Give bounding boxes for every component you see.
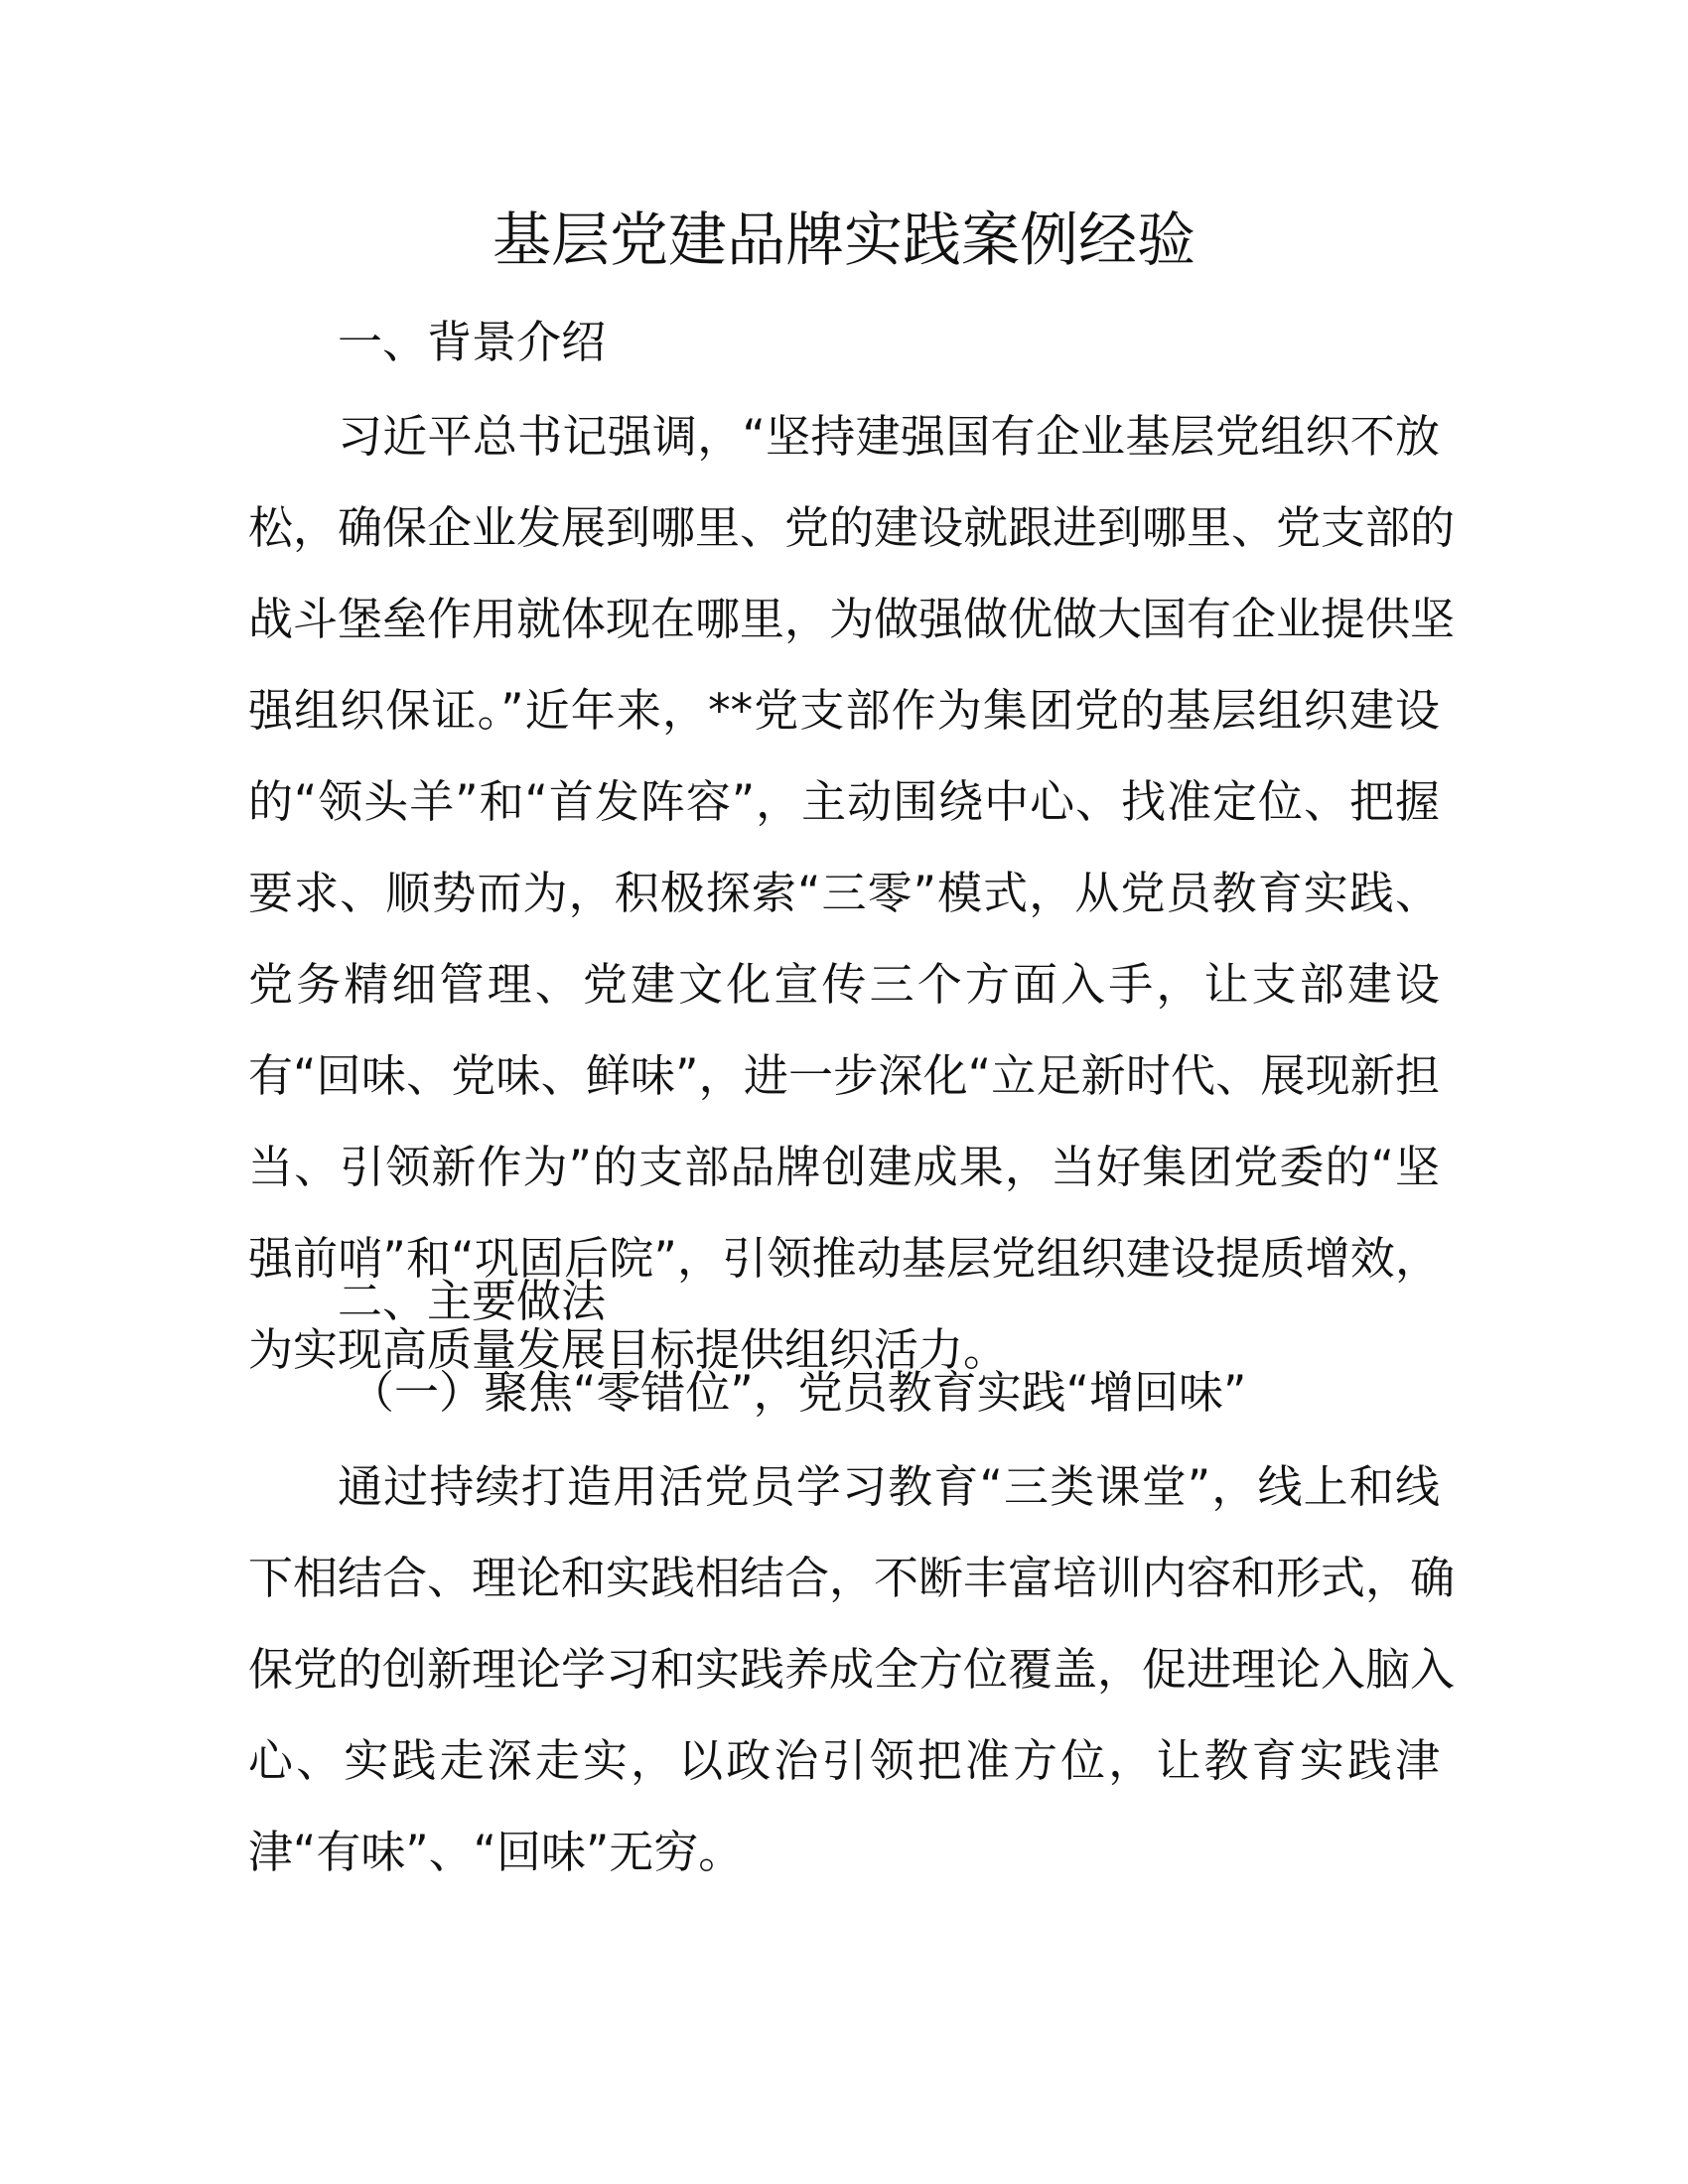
paragraph-line: 津“有味”、“回味”无穷。 xyxy=(248,1826,744,1878)
paragraph-methods xyxy=(248,1441,1456,1898)
paragraph-background xyxy=(248,391,1456,1396)
paragraph-line: 当、引领新作为”的支部品牌创建成果，当好集团党委的“坚 xyxy=(248,1141,1440,1193)
paragraph-line: 战斗堡垒作用就体现在哪里，为做强做优做大国有企业提供坚 xyxy=(248,593,1456,645)
paragraph-line: 松，确保企业发展到哪里、党的建设就跟进到哪里、党支部的 xyxy=(248,501,1456,554)
paragraph-line: 强组织保证。”近年来，**党支部作为集团党的基层组织建设 xyxy=(248,684,1440,737)
paragraph-line: 为实现高质量发展目标提供组织活力。 xyxy=(248,1323,1009,1376)
paragraph-line: 保党的创新理论学习和实践养成全方位覆盖，促进理论入脑入 xyxy=(248,1643,1456,1696)
paragraph-line: 的“领头羊”和“首发阵容”，主动围绕中心、找准定位、把握 xyxy=(248,775,1440,828)
paragraph-line: 通过持续打造用活党员学习教育“三类课堂”，线上和线 xyxy=(338,1460,1440,1513)
paragraph-line: 有“回味、党味、鲜味”，进一步深化“立足新时代、展现新担 xyxy=(248,1049,1440,1102)
paragraph-line: 习近平总书记强调，“坚持建强国有企业基层党组织不放 xyxy=(338,410,1440,463)
subsection-heading: （一）聚焦“零错位”，党员教育实践“增回味” xyxy=(350,1366,1247,1419)
paragraph-line: 党务精细管理、党建文化宣传三个方面入手，让支部建设 xyxy=(248,958,1440,1011)
paragraph-line: 下相结合、理论和实践相结合，不断丰富培训内容和形式，确 xyxy=(248,1552,1456,1604)
paragraph-line: 要求、顺势而为，积极探索“三零”模式，从党员教育实践、 xyxy=(248,867,1440,919)
section-heading-methods: 二、主要做法 xyxy=(338,1275,607,1327)
paragraph-line: 强前哨”和“巩固后院”，引领推动基层党组织建设提质增效， xyxy=(248,1232,1440,1285)
document-title: 基层党建品牌实践案例经验 xyxy=(492,205,1196,274)
section-heading-background: 一、背景介绍 xyxy=(338,316,607,368)
paragraph-line: 心、实践走深走实，以政治引领把准方位，让教育实践津 xyxy=(248,1734,1440,1787)
